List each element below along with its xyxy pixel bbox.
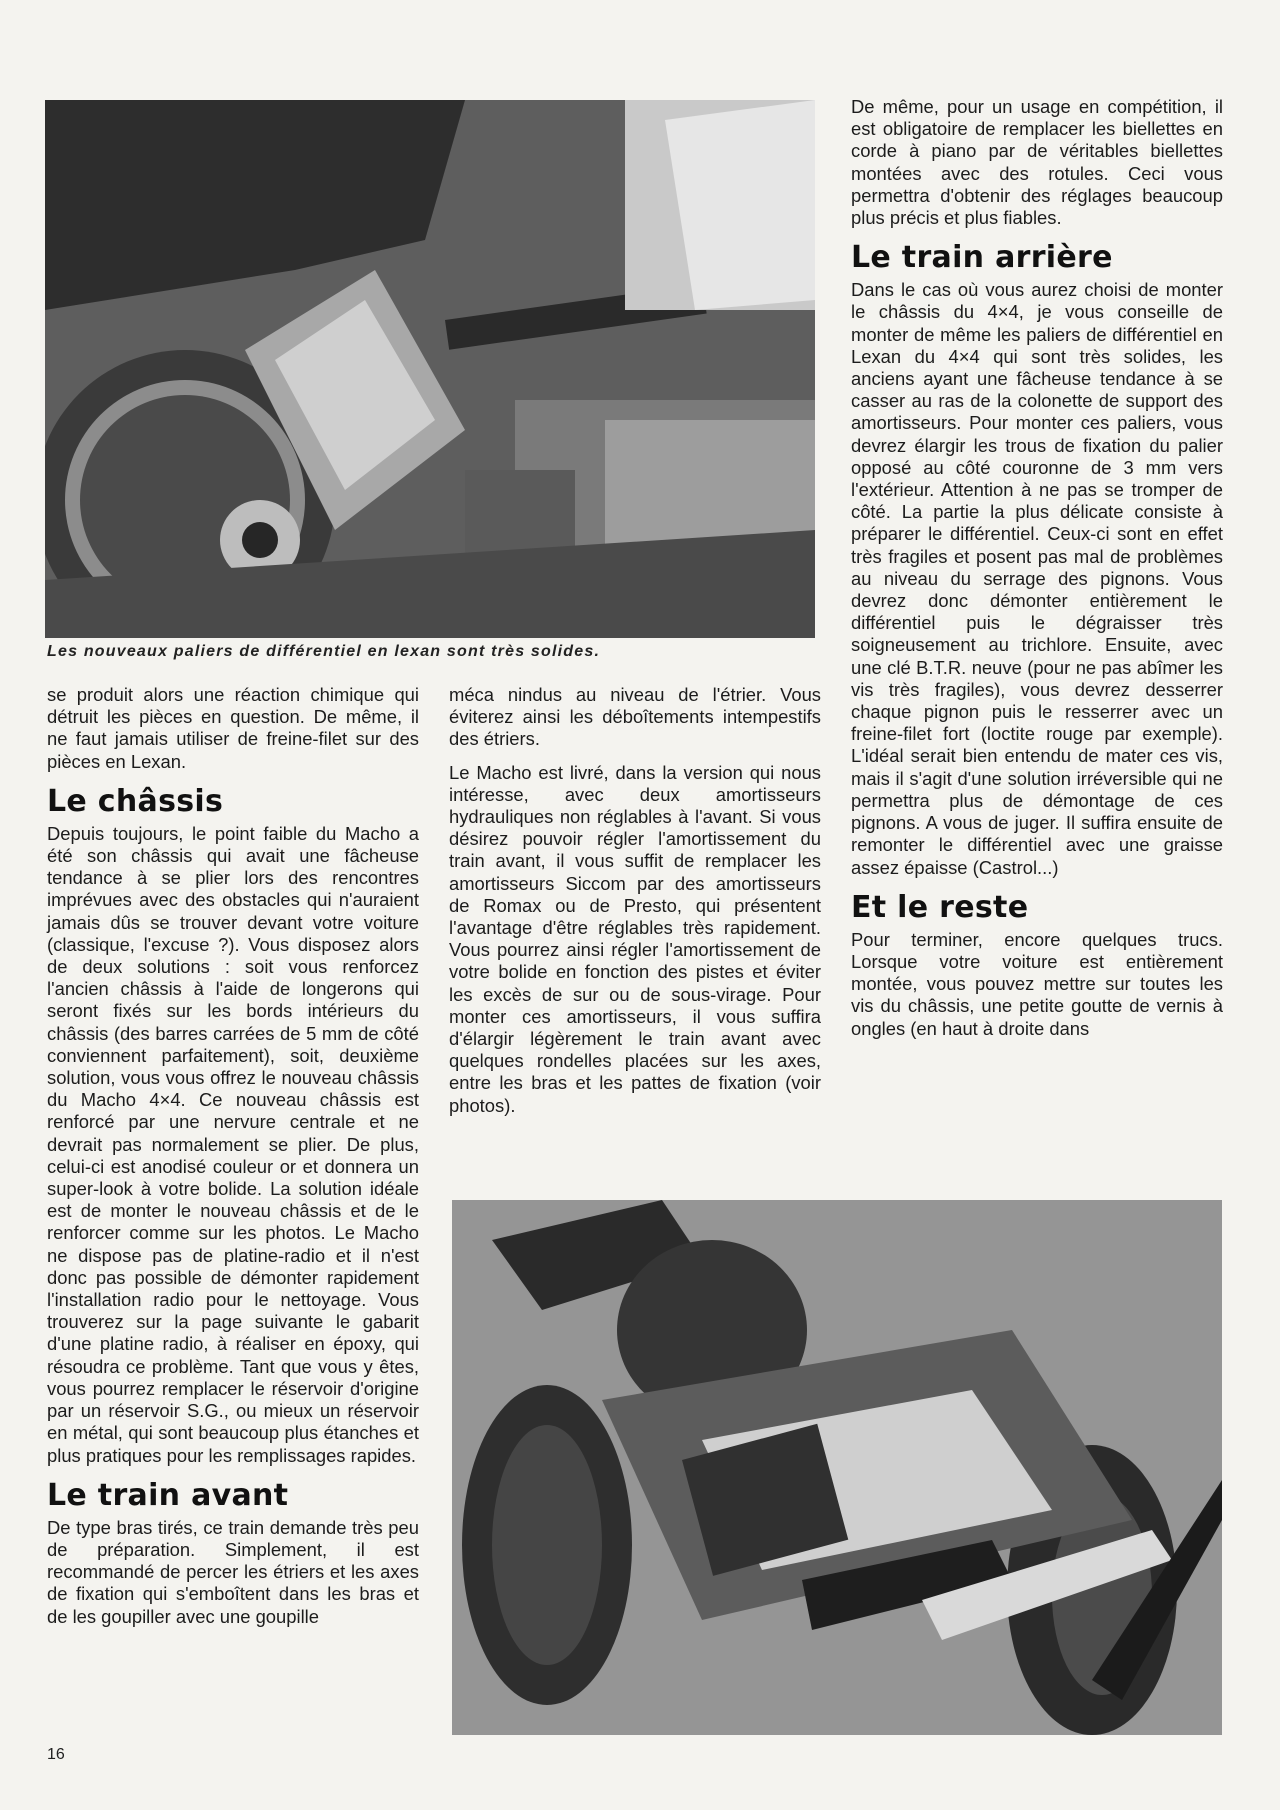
heading-train-avant: Le train avant: [47, 1477, 289, 1513]
paragraph-et-le-reste: Pour terminer, encore quelques trucs. Lorsque votre voiture est entièrement montée, vous pouvez mettre sur toutes les vis du châssis, une petite goutte de vernis à ongles (en haut à droite dans: [851, 928, 1223, 1039]
paragraph-chassis: Depuis toujours, le point faible du Macho a été son châssis qui avait une fâcheuse tendance à se plier lors des rencontres imprévues avec des obstacles qui n'auraient jamais dûs se trouver devant votre voiture (classique, l'excuse ?). Vous disposez alors de deux solutions : soit vous renforcez l'ancien châssis à l'aide de longerons qui seront fixés sur les bords intérieurs du châssis (des barres carrées de 5 mm de côté conviennent parfaitement), soit, deuxième solution, vous vous offrez le nouveau châssis du Macho 4×4. Ce nouveau châssis est renforcé par une nervure centrale et ne devrait pas normalement se plier. De plus, celui-ci est anodisé couleur or et donnera un super-look à votre bolide. La solution idéale est de monter le nouveau châssis et de le renforcer comme sur les photos. Le Macho ne dispose pas de platine-radio et il n'est donc pas possible de démonter rapidement l'installation radio pour le nettoyage. Vous trouverez sur la page suivante le gabarit d'une platine radio, à réaliser en époxy, qui résoudra ce problème. Tant que vous y êtes, vous pourrez remplacer le réservoir d'origine par un réservoir S.G., ou mieux un réservoir en métal, qui sont beaucoup plus étanches et plus pratiques pour les remplissages rapides.: [47, 822, 419, 1466]
photo-buggy-graphic: [452, 1200, 1222, 1735]
photo-caption: Les nouveaux paliers de différentiel en lexan sont très solides.: [47, 643, 601, 660]
column-2: [449, 684, 821, 1117]
page-number: 16: [47, 1746, 65, 1763]
photo-differential-bearings: [45, 100, 815, 638]
column-3-paragraph-1: De même, pour un usage en compétition, il est obligatoire de remplacer les biellettes en corde à piano par de véritables biellettes montées avec des rotules. Ceci vous permettra d'obtenir des réglages beaucoup plus précis et plus fiables.: [851, 96, 1223, 229]
paragraph-train-arriere: Dans le cas où vous aurez choisi de monter le châssis du 4×4, je vous conseille de monter de même les paliers de différentiel en Lexan du 4×4 qui sont très solides, les anciens ayant une fâcheuse tendance à se casser au ras de la colonette de support des amortisseurs. Pour monter ces paliers, vous devrez élargir les trous de fixation du palier opposé au côté couronne de 3 mm vers l'extérieur. Attention à ne pas se tromper de côté. La partie la plus délicate consiste à préparer le différentiel. Ceux-ci sont en effet très fragiles et posent pas mal de problèmes au niveau du serrage des pignons. Vous devrez donc démonter entièrement le différentiel puis le dégraisser très soigneusement au trichlore. Ensuite, avec une clé B.T.R. neuve (pour ne pas abîmer les vis très fragiles), vous devrez desserrer chaque pignon puis le resserrer avec un freine-filet fort (loctite rouge par exemple). L'idéal serait bien entendu de mater ces vis, mais il s'agit d'une solution irréversible qui ne permettra plus de démontage de ces pignons. A vous de juger. Il suffira ensuite de remonter le différentiel avec une graisse assez épaisse (Castrol...): [851, 279, 1223, 878]
paragraph-train-avant: De type bras tirés, ce train demande très peu de préparation. Simplement, il est recommandé de percer les étriers et les axes de fixation qui s'emboîtent dans les bras et de les goupiller avec une goupille: [47, 1516, 419, 1627]
photo-differential-graphic: [45, 100, 815, 638]
heading-train-arriere: Le train arrière: [851, 240, 1113, 276]
column-1: [47, 684, 419, 1628]
column-2-paragraph-2: Le Macho est livré, dans la version qui nous intéresse, avec deux amortisseurs hydrauliques non réglables à l'avant. Si vous désirez pouvoir régler l'amortissement du train avant, il vous suffit de remplacer les amortisseurs Siccom par des amortisseurs de Romax ou de Presto, qui présentent l'avantage d'être réglables très rapidement. Vous pourrez ainsi régler l'amortissement de votre bolide en fonction des pistes et éviter les excès de sur ou de sous-virage. Pour monter ces amortisseurs, il vous suffira d'élargir légèrement le train avant avec quelques rondelles placées sur les axes, entre les bras et les pattes de fixation (voir photos).: [449, 761, 821, 1116]
heading-et-le-reste: Et le reste: [851, 889, 1029, 925]
column-3: [851, 96, 1223, 1040]
photo-rc-buggy: [452, 1200, 1222, 1735]
column-1-intro: se produit alors une réaction chimique qui détruit les pièces en question. De même, il ne faut jamais utiliser de freine-filet sur des pièces en Lexan.: [47, 684, 419, 772]
heading-chassis: Le châssis: [47, 783, 224, 819]
column-2-paragraph-1: méca nindus au niveau de l'étrier. Vous éviterez ainsi les déboîtements intempestifs des étriers.: [449, 684, 821, 750]
